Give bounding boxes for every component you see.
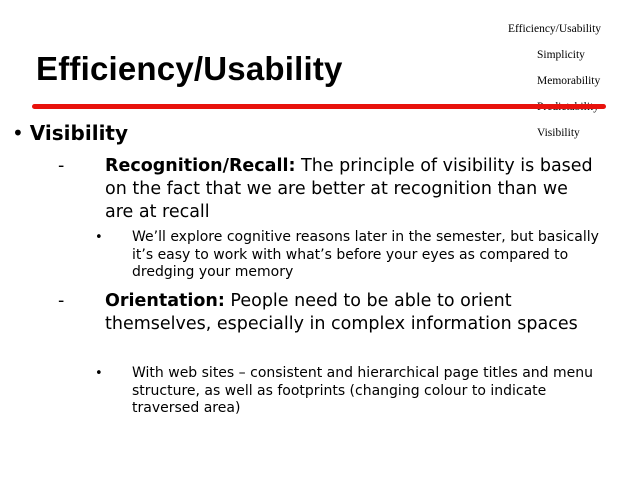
detail-cognitive-reasons bbox=[95, 229, 605, 284]
nav-item-efficiency-usability[interactable]: Efficiency/Usability bbox=[508, 23, 602, 35]
bullet-marker: • bbox=[95, 230, 103, 245]
bullet-marker: • bbox=[95, 366, 103, 381]
bullet-label: Visibility bbox=[29, 121, 129, 145]
dash-marker: - bbox=[58, 291, 65, 311]
detail-text: We’ll explore cognitive reasons later in the semester, but basically it’s easy to work with what’s before your eyes as compared to dredging your memory bbox=[132, 229, 599, 280]
detail-text: With web sites – consistent and hierarchical page titles and menu structure, as well as footprints (changing colour to indicate traversed area) bbox=[132, 365, 593, 416]
title-underline bbox=[32, 104, 606, 109]
nav-item-memorability[interactable]: Memorability bbox=[537, 75, 601, 87]
subpoint-text bbox=[105, 155, 595, 224]
detail-web-sites bbox=[95, 365, 605, 420]
nav-item-simplicity[interactable]: Simplicity bbox=[537, 49, 585, 61]
bullet-visibility bbox=[12, 121, 128, 145]
subpoint-heading: Recognition/Recall: bbox=[105, 156, 296, 176]
slide-title: Efficiency/Usability bbox=[36, 50, 343, 87]
subpoint-text bbox=[105, 290, 595, 336]
subpoint-body: The principle of visibility is based on the fact that we are better at recognition than we are at recall bbox=[105, 156, 593, 222]
nav-item-visibility[interactable]: Visibility bbox=[537, 127, 580, 139]
subpoint-orientation bbox=[58, 290, 598, 360]
dash-marker: - bbox=[58, 156, 65, 176]
bullet-marker: • bbox=[12, 121, 24, 145]
subpoint-body: People need to be able to orient themselves, especially in complex information spaces bbox=[105, 291, 578, 334]
subpoint-heading: Orientation: bbox=[105, 291, 225, 311]
subpoint-recognition-recall bbox=[58, 155, 598, 225]
